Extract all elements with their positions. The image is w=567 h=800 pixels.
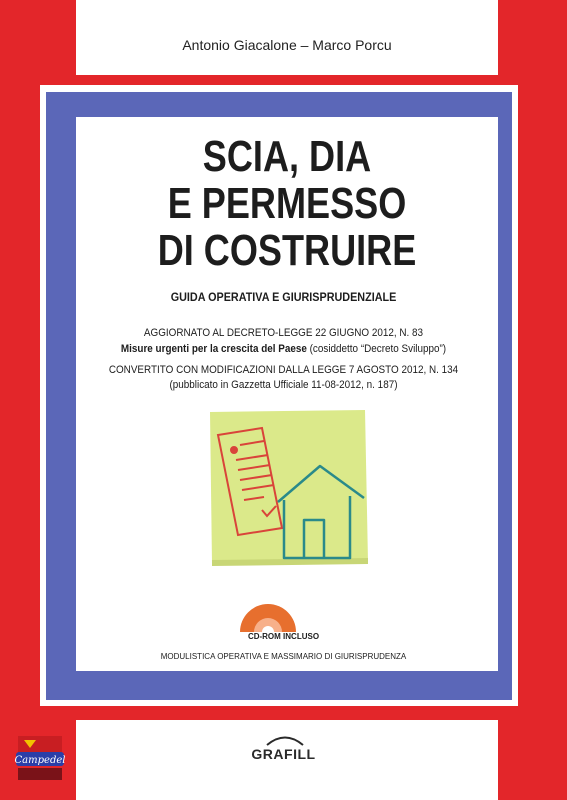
publisher-logo bbox=[200, 734, 370, 746]
decree-nickname: (cosiddetto “Decreto Sviluppo”) bbox=[306, 343, 447, 355]
cd-description: MODULISTICA OPERATIVA E MASSIMARIO DI GIURISPRUDENZA bbox=[160, 652, 407, 661]
bookstore-stamp bbox=[14, 736, 66, 782]
book-title bbox=[114, 133, 460, 274]
decree-line bbox=[28, 343, 538, 355]
title-line-1: SCIA, DIA bbox=[202, 132, 372, 181]
publisher-name: GRAFILL bbox=[251, 746, 316, 762]
conversion-line: CONVERTITO CON MODIFICAZIONI DALLA LEGGE 7 AGOSTO 2012, N. 134 bbox=[108, 364, 459, 376]
title-line-3: DI COSTRUIRE bbox=[157, 226, 417, 275]
cd-included-label: CD-ROM INCLUSO bbox=[247, 632, 320, 641]
cd-icon bbox=[238, 596, 298, 656]
title-line-2: E PERMESSO bbox=[167, 179, 407, 228]
sticky-note-illustration bbox=[200, 410, 370, 590]
stamp-text: Campedel bbox=[14, 755, 66, 766]
authors: Antonio Giacalone – Marco Porcu bbox=[182, 37, 392, 53]
gazette-line: (pubblicato in Gazzetta Ufficiale 11-08-2012, n. 187) bbox=[169, 379, 398, 391]
decree-name: Misure urgenti per la crescita del Paese bbox=[120, 343, 307, 355]
update-line: AGGIORNATO AL DECRETO-LEGGE 22 GIUGNO 2012, N. 83 bbox=[143, 327, 424, 339]
book-subtitle: GUIDA OPERATIVA E GIURISPRUDENZIALE bbox=[170, 290, 397, 304]
publisher-logo-icon bbox=[265, 734, 305, 746]
